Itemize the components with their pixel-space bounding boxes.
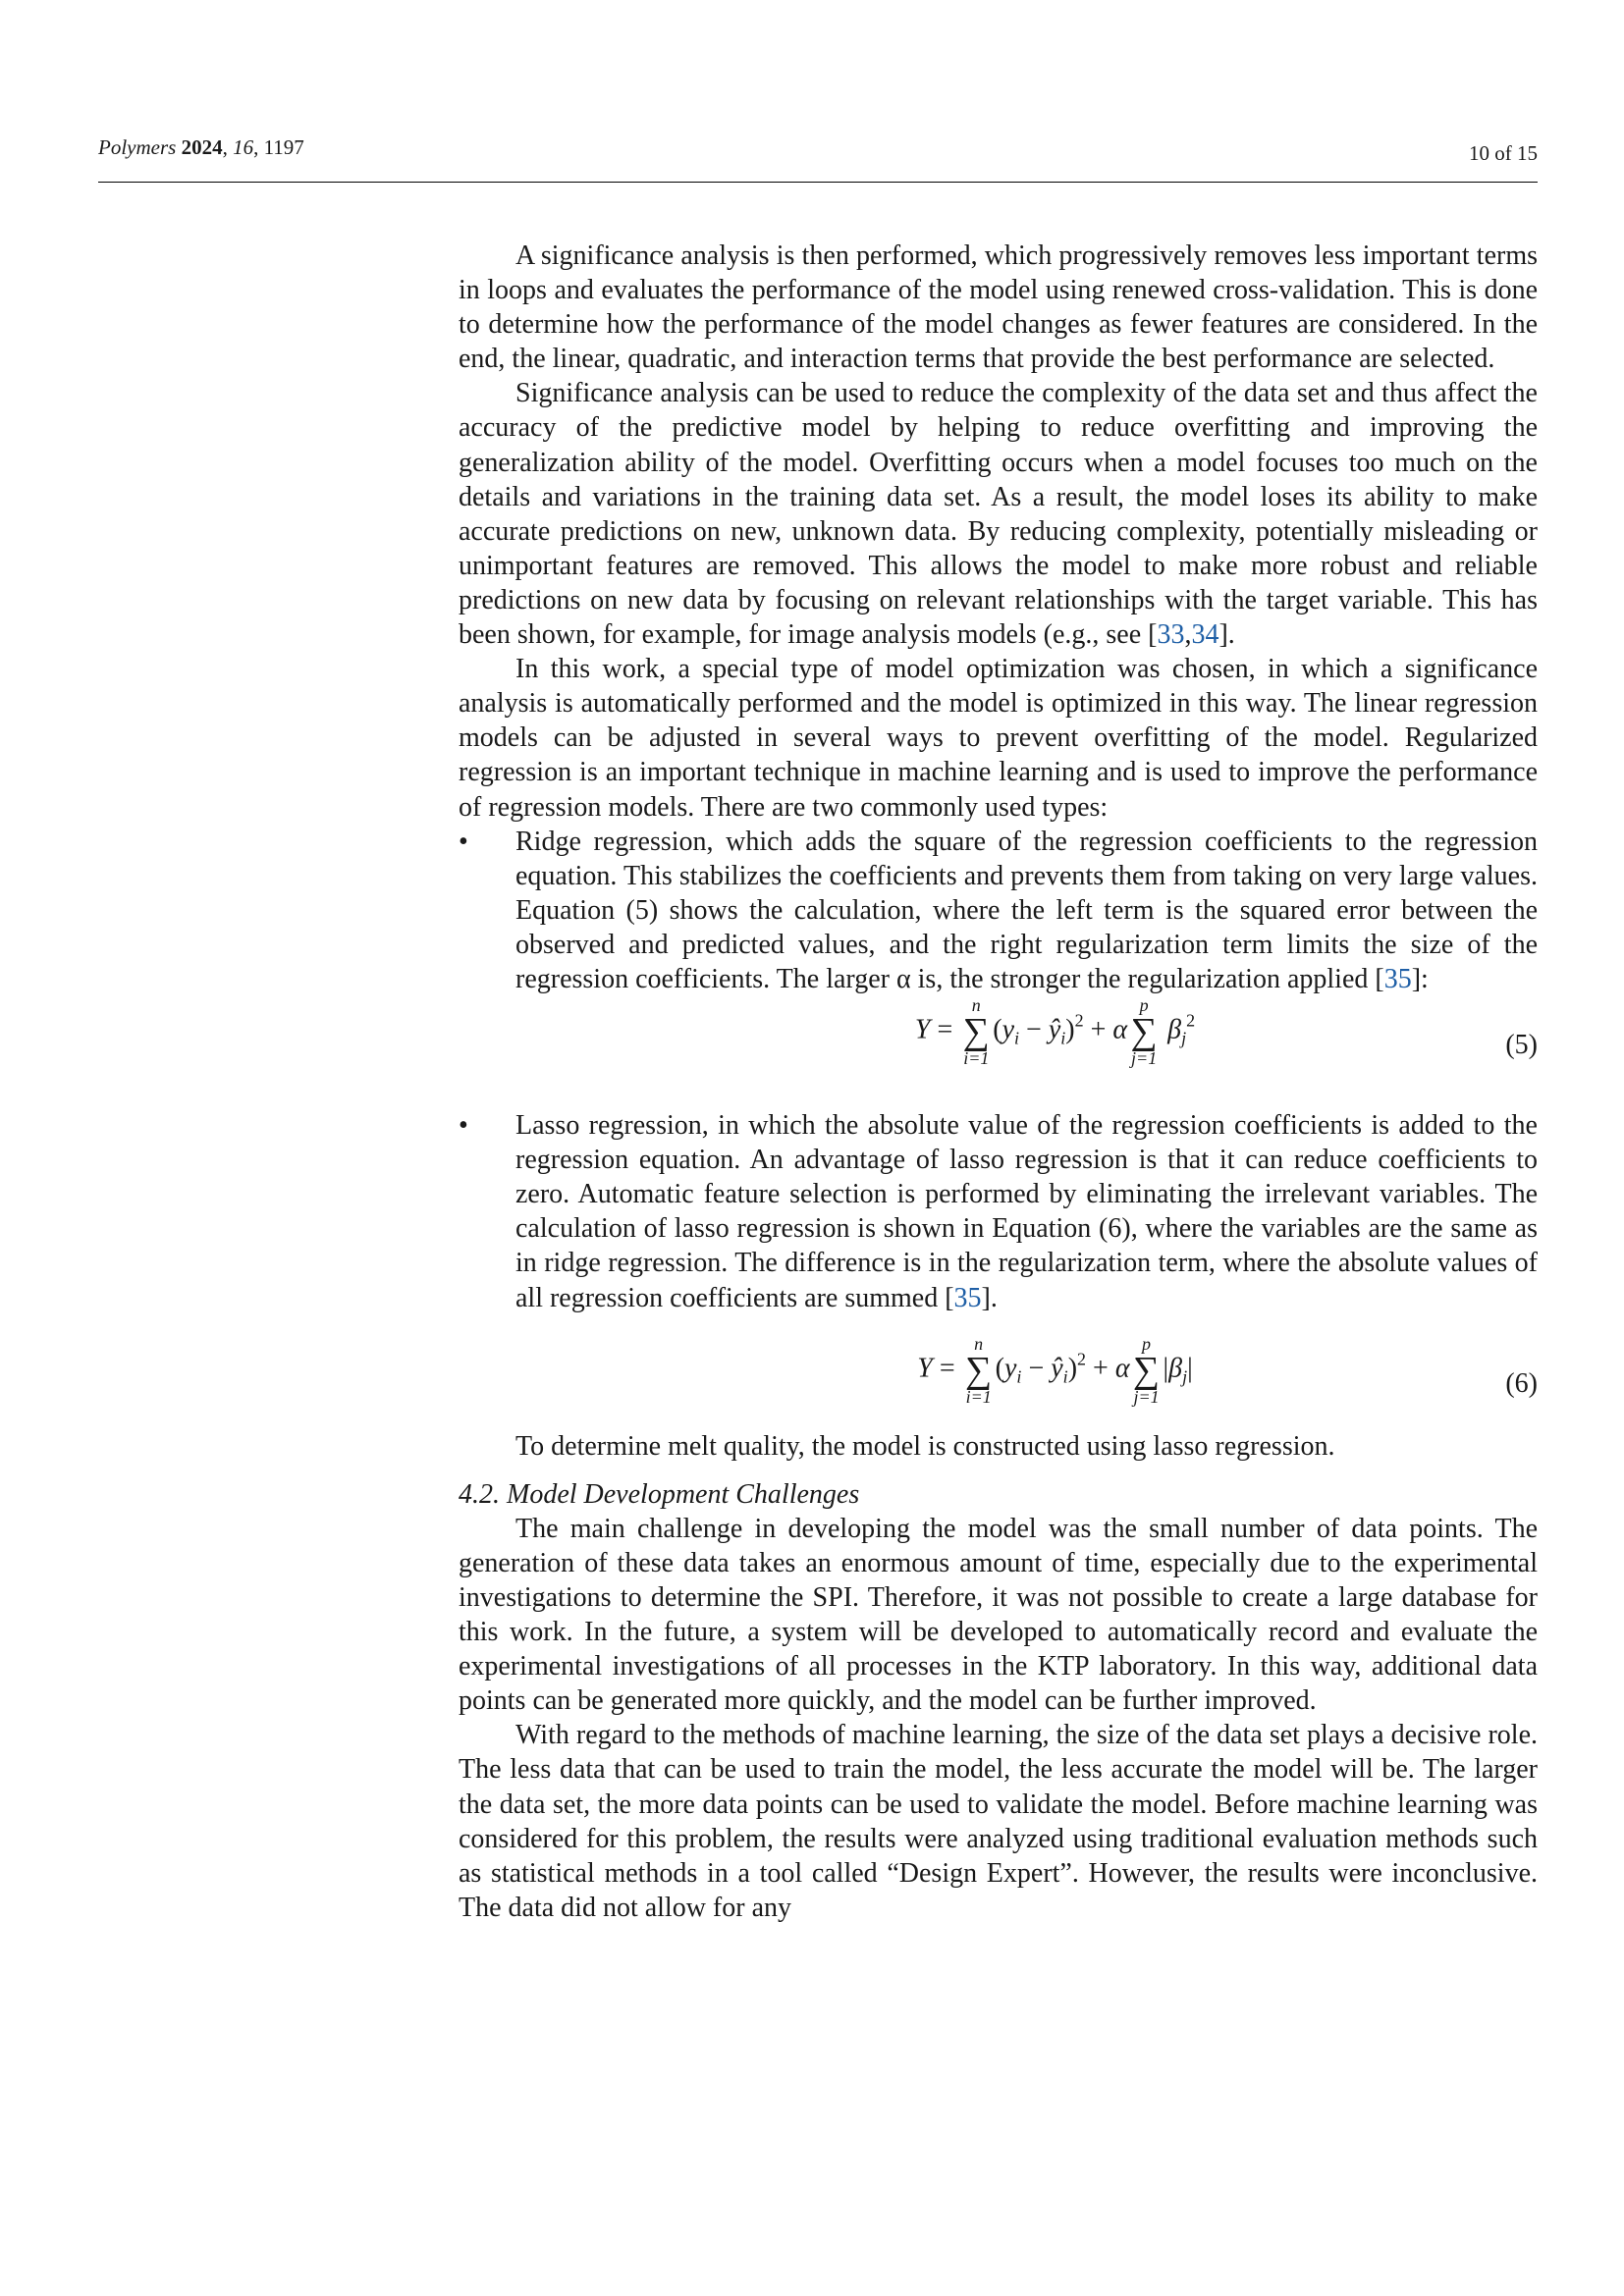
citation-link[interactable]: 34 <box>1191 619 1219 651</box>
article-number: 1197 <box>263 135 304 159</box>
page-number: 10 of 15 <box>1469 141 1538 165</box>
journal-name: Polymers <box>98 135 177 159</box>
paragraph-3: In this work, a special type of model optimization was chosen, in which a significance analysis is automatically performed and the model is optimized in this way. The linear regression models can be adjusted in several ways to prevent overfitting of the model. Regularized regression is an important technique in machine learning and is used to improve the performance of regression models. There are two commonly used types: <box>459 654 1538 823</box>
paragraph-2-end: ]. <box>1218 619 1235 651</box>
bullet-icon: • <box>459 1110 468 1142</box>
section-title: 4.2. Model Development Challenges <box>459 1478 860 1510</box>
list-item <box>459 825 1538 1087</box>
citation-link[interactable]: 35 <box>1383 963 1412 994</box>
ridge-text: Ridge regression, which adds the square of the regression coefficients to the regression equation. This stabilizes the coefficients and prevents them from taking on very large values. Equation (5) shows the calculation, where the left term is the squared error between the observed and predicted values, and the right regularization term limits the size of the regression coefficients. The larger α is, the stronger the regularization applied [ <box>515 826 1538 994</box>
citation-link[interactable]: 33 <box>1157 619 1185 651</box>
bullet-icon: • <box>459 826 468 857</box>
paragraph-5: The main challenge in developing the model was the small number of data points. The generation of these data takes an enormous amount of time, especially due to the experimental investigations to determine the SPI. Therefore, it was not possible to create a large database for this work. In the future, a system will be developed to automatically record and evaluate the experimental investigations of all processes in the KTP laboratory. In this way, additional data points can be generated more quickly, and the model can be further improved. <box>459 1513 1538 1717</box>
main-text <box>459 239 1538 1925</box>
paragraph-4: To determine melt quality, the model is constructed using lasso regression. <box>515 1430 1335 1462</box>
equation-6 <box>572 1335 1538 1425</box>
ridge-text-end: ]: <box>1411 963 1429 994</box>
lasso-text: Lasso regression, in which the absolute value of the regression coefficients is added to the regression equation. An advantage of lasso regression is that it can reduce coefficients to zero. Automatic feature selection is performed by eliminating the irrelevant variables. The calculation of lasso regression is shown in Equation (6), where the variables are the same as in ridge regression. The difference is in the regularization term, where the absolute values of all regression coefficients are summed [ <box>515 1110 1538 1313</box>
paragraph-6: With regard to the methods of machine learning, the size of the data set plays a decisive role. The less data that can be used to train the model, the less accurate the model will be. The larger the data set, the more data points can be used to validate the model. Before machine learning was considered for this problem, the results were analyzed using traditional evaluation methods such as statistical methods in a tool called “Design Expert”. However, the results were inconclusive. The data did not allow for any <box>459 1720 1538 1923</box>
journal-citation: Polymers 2024, 16, 1197 <box>98 135 304 159</box>
list-item <box>459 1108 1538 1425</box>
paragraph-2-text: Significance analysis can be used to reduce the complexity of the data set and thus affect the accuracy of the predictive model by helping to reduce overfitting and improving the generalization ability of the model. Overfitting occurs when a model focuses too much on the details and variations in the training data set. As a result, the model loses its ability to make accurate predictions on new, unknown data. By reducing complexity, potentially misleading or unimportant features are removed. This allows the model to make more robust and reliable predictions on new data by focusing on relevant relationships with the target variable. This has been shown, for example, for image analysis models (e.g., see [ <box>459 378 1538 651</box>
journal-volume: 16 <box>233 135 254 159</box>
citation-link[interactable]: 35 <box>953 1282 982 1313</box>
header-rule <box>98 182 1538 183</box>
page-header <box>98 135 1538 185</box>
equation-5-number: (5) <box>1505 1030 1538 1061</box>
lasso-text-end: ]. <box>981 1282 998 1313</box>
journal-year: 2024 <box>181 135 223 159</box>
spacer <box>459 1464 1538 1477</box>
equation-5 <box>572 996 1538 1087</box>
equation-6-formula: Y = n ∑ i=1 ($y_i$ − $ŷ_i)^2 + \alpha$ p ∑ j=1 $|\beta_j|$ <box>917 1333 1193 1407</box>
regression-list <box>459 825 1538 1425</box>
equation-6-number: (6) <box>1505 1367 1538 1399</box>
paragraph-1: A significance analysis is then performed, which progressively removes less important terms in loops and evaluates the performance of the model using renewed cross-validation. This is done to determine how the performance of the model changes as fewer features are considered. In the end, the linear, quadratic, and interaction terms that provide the best performance are selected. <box>459 240 1538 375</box>
paragraph-2: Significance analysis can be used to reduce the complexity of the data set and thus affect the accuracy of the predictive model by helping to reduce overfitting and improving the generalization ability of the model. Overfitting occurs when a model focuses too much on the details and variations in the training data set. As a result, the model loses its ability to make accurate predictions on new, unknown data. By reducing complexity, potentially misleading or unimportant features are removed. This allows the model to make more robust and reliable predictions on new data by focusing on relevant relationships with the target variable. This has been shown, for example, for image analysis models (e.g., see [33,34]. <box>459 378 1538 651</box>
equation-5-formula: Y = n ∑ i=1 ($y_i$ − $ŷ_i)^2 + \alpha$ p ∑ j=1 $\beta_j^2$ <box>914 995 1196 1069</box>
